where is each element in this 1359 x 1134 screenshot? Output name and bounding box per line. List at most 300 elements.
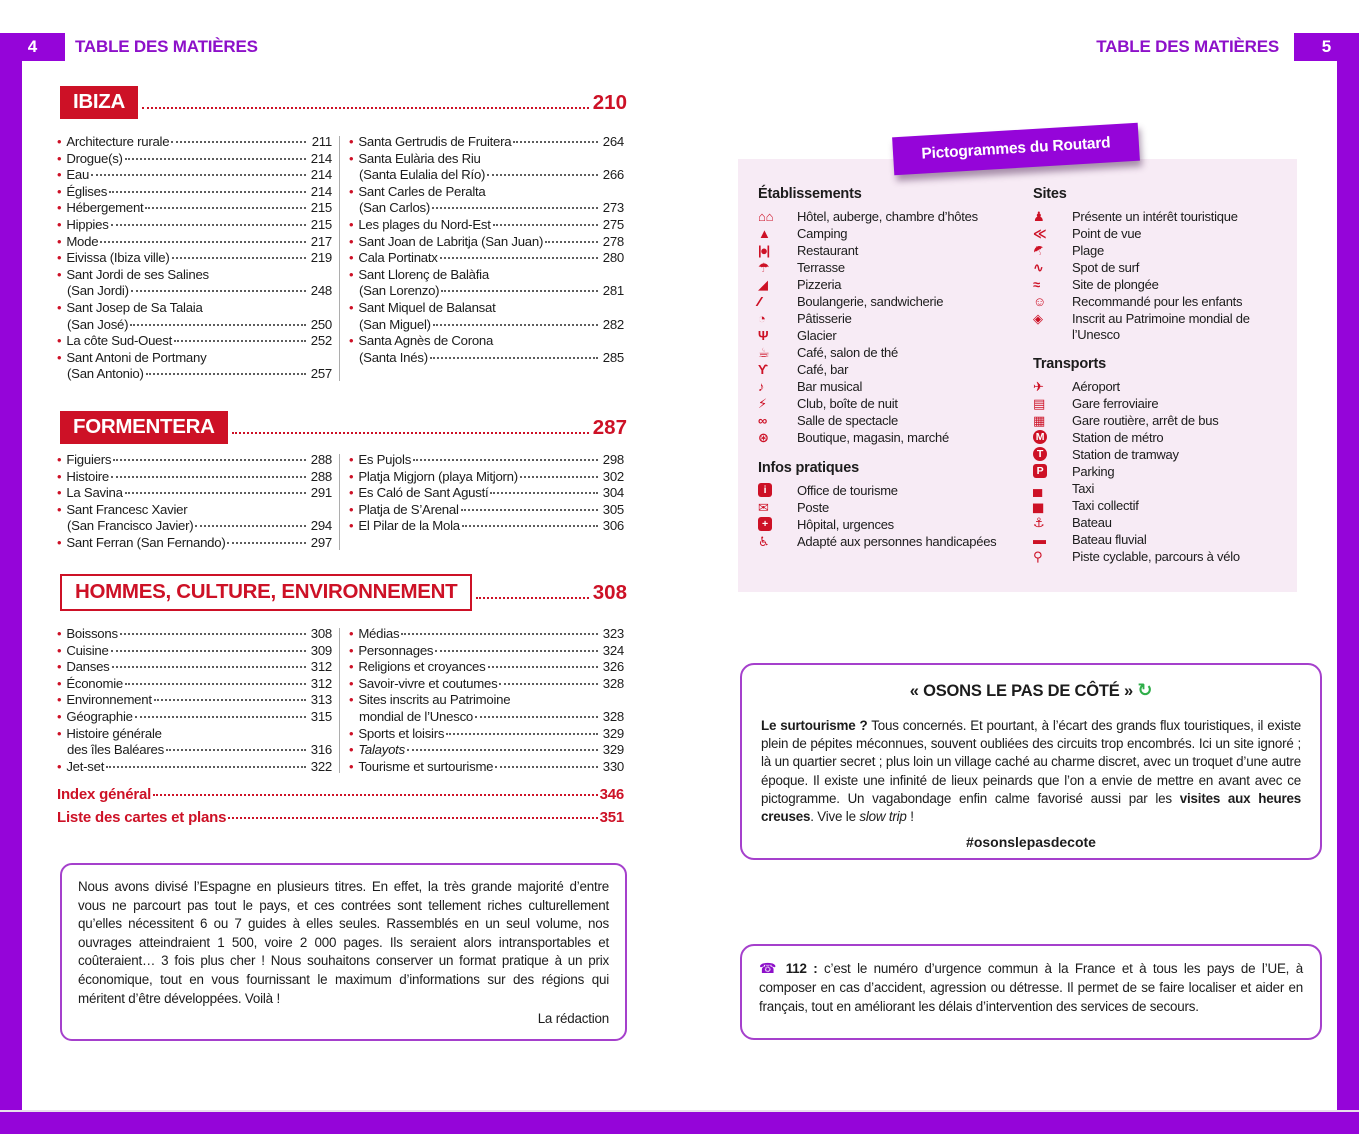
- picto-item: [1033, 532, 1279, 549]
- toc-entry-row: [57, 184, 332, 201]
- dotted-leader: [195, 525, 306, 527]
- toc-entry: [57, 759, 332, 776]
- toc-entry: [349, 267, 624, 300]
- toc-entry-page: 217: [310, 233, 332, 249]
- bullet-icon: •: [349, 485, 354, 501]
- ice-cream-icon: Ψ: [758, 328, 769, 343]
- picto-item-label: Café, bar: [797, 362, 849, 377]
- toc-entry-label: Talayots: [358, 742, 405, 758]
- text-segment: . Vive le: [810, 809, 860, 825]
- picto-item-label: Bar musical: [797, 379, 863, 394]
- phone-icon: ☎: [759, 960, 780, 976]
- section-heading-formentera: [60, 411, 627, 444]
- picto-icon-cell: [1033, 430, 1072, 444]
- restaurant-icon: |●|: [758, 243, 769, 258]
- toc-entry-label: Danses: [66, 659, 110, 675]
- toc-entry-label: Histoire: [66, 468, 110, 484]
- picto-item-label: Boutique, magasin, marché: [797, 430, 950, 445]
- toc-entry-label: Sant Llorenç de Balàfia: [358, 266, 489, 282]
- bakery-icon: ∕∕: [758, 294, 760, 309]
- dotted-leader: [145, 207, 306, 209]
- toc-entry-page: 323: [602, 626, 624, 641]
- bullet-icon: •: [57, 692, 62, 708]
- toc-entry-row: [349, 726, 624, 743]
- osons-body: [761, 717, 1301, 826]
- toc-entry-page: 282: [602, 316, 624, 332]
- picto-item-label: Glacier: [797, 328, 837, 343]
- bullet-icon: •: [57, 167, 62, 183]
- picto-group-title: Infos pratiques: [758, 460, 859, 476]
- toc-entry-row: [57, 333, 332, 350]
- toc-entry-label: (San Miguel): [359, 316, 431, 332]
- toc-entry-page: 214: [310, 183, 332, 199]
- toc-entry: [57, 151, 332, 168]
- toc-entry-row: [57, 676, 332, 693]
- toc-entry: [349, 659, 624, 676]
- section-page: 287: [592, 415, 627, 439]
- toc-entry-label: (San Antonio): [67, 366, 144, 382]
- bullet-icon: •: [349, 468, 354, 484]
- section-title: FORMENTERA: [60, 411, 228, 444]
- picto-icon-cell: [758, 226, 797, 241]
- dotted-leader: [435, 650, 598, 652]
- bullet-icon: •: [349, 675, 354, 691]
- toc-entry-row: [57, 267, 332, 284]
- dotted-leader: [125, 492, 306, 494]
- picto-item-label: Piste cyclable, parcours à vélo: [1072, 549, 1240, 565]
- toc-entry-row: [57, 452, 332, 469]
- bullet-icon: •: [57, 675, 62, 691]
- bullet-icon: •: [57, 501, 62, 517]
- toc-entry-page: 275: [602, 216, 624, 232]
- tourist-office-icon: i: [758, 483, 772, 497]
- picto-item-label: Gare routière, arrêt de bus: [1072, 413, 1219, 429]
- section-toc-formentera: [57, 452, 624, 552]
- bullet-icon: •: [349, 758, 354, 774]
- bullet-icon: •: [57, 183, 62, 199]
- picto-item: [758, 379, 1033, 396]
- toc-entry-row: [57, 151, 332, 168]
- picto-item: [758, 396, 1033, 413]
- toc-entry: [349, 692, 624, 725]
- toc-entry-page: 308: [310, 626, 332, 641]
- section-toc-ibiza: [57, 134, 624, 383]
- right-edge-bar: [1337, 33, 1359, 1110]
- toc-entry-row: [349, 692, 624, 709]
- toc-entry-page: 329: [602, 742, 624, 758]
- picto-item-label: Point de vue: [1072, 226, 1142, 241]
- camping-icon: ▲: [758, 226, 771, 241]
- bullet-icon: •: [57, 758, 62, 774]
- toc-entry-row: [349, 709, 624, 726]
- tourist-interest-icon: ♟: [1033, 209, 1045, 224]
- dotted-leader: [154, 699, 306, 701]
- toc-entry-label: (Santa Inés): [359, 349, 428, 365]
- bullet-icon: •: [57, 626, 62, 641]
- bullet-icon: •: [349, 692, 354, 708]
- toc-entry-row: [57, 759, 332, 776]
- toc-entry: [57, 659, 332, 676]
- toc-entry-label: Savoir-vivre et coutumes: [358, 675, 498, 691]
- toc-entry-label: Médias: [358, 626, 400, 641]
- text-segment: Tous concernés. Et pourtant, à l’écart des grands flux touristiques, il existe plein de pépites méconnues, souvent oubliées des circuits trop encombrés. Ici un site ignoré ; là un quartier secret ; plus loin un village caché au charme discret, avec un troquet d’une autre époque. Il existe une infinité de lieux peinards que l’on a envie de mettre en avant avec ce pictogramme. Un vagabondage enfin calme favorisé aussi par les: [761, 718, 1301, 806]
- dotted-leader: [407, 749, 598, 751]
- bullet-icon: •: [349, 134, 354, 149]
- kids-icon: ☺: [1033, 294, 1047, 309]
- toc-entry-row: [57, 283, 332, 300]
- dotted-leader: [487, 174, 598, 176]
- picto-icon-cell: [1033, 277, 1072, 292]
- toc-entry-label: Environnement: [66, 692, 152, 708]
- picto-item: [758, 413, 1033, 430]
- toc-entry-page: 214: [310, 150, 332, 166]
- section-toc-hommes: [57, 626, 624, 775]
- picto-item: [1033, 379, 1279, 396]
- toc-entry-row: [349, 469, 624, 486]
- beach-icon: ☂: [1030, 241, 1048, 260]
- toc-entry-label: La côte Sud-Ouest: [66, 333, 173, 349]
- editorial-note-signature: La rédaction: [537, 1011, 609, 1027]
- toc-entry: [349, 217, 624, 234]
- toc-entry: [57, 469, 332, 486]
- picto-icon-cell: [758, 517, 797, 531]
- dotted-leader: [111, 476, 306, 478]
- toc-entry: [349, 184, 624, 217]
- picto-icon-cell: [758, 534, 797, 549]
- dotted-leader: [440, 257, 598, 259]
- toc-entry-page: 329: [602, 725, 624, 741]
- dotted-leader: [488, 666, 599, 668]
- picto-item: [758, 260, 1033, 277]
- wheelchair-icon: ♿: [758, 534, 770, 549]
- picto-icon-cell: [1033, 311, 1072, 326]
- hospital-icon: +: [758, 517, 772, 531]
- picto-icon-cell: [1033, 396, 1072, 411]
- bullet-icon: •: [57, 485, 62, 501]
- pictograms-column-right: [1030, 186, 1279, 592]
- section-title: HOMMES, CULTURE, ENVIRONNEMENT: [60, 574, 472, 611]
- hotel-icon: ⌂⌂: [758, 209, 774, 224]
- dotted-leader: [499, 683, 598, 685]
- picto-item-label: Plage: [1072, 243, 1104, 258]
- picto-item-label: Taxi: [1072, 481, 1095, 497]
- picto-item: [758, 534, 1033, 551]
- toc-entry-row: [57, 726, 332, 743]
- dotted-leader: [430, 357, 598, 359]
- toc-entry-label: Histoire générale: [66, 725, 162, 741]
- toc-column: [349, 452, 624, 552]
- toc-entry-page: 288: [310, 468, 332, 484]
- toc-entry: [349, 333, 624, 366]
- column-divider: [339, 136, 340, 381]
- picto-item: [1033, 464, 1279, 481]
- toc-entry-label: des îles Baléares: [67, 742, 164, 758]
- picto-icon-cell: [1033, 209, 1072, 224]
- picto-item-label: Boulangerie, sandwicherie: [797, 294, 944, 309]
- picto-icon-cell: [1033, 413, 1072, 428]
- pizzeria-icon: ◢: [758, 277, 768, 292]
- toc-entry-label: Hippies: [66, 216, 109, 232]
- toc-column: [57, 452, 332, 552]
- toc-entry-page: 316: [310, 742, 332, 758]
- toc-entry-row: [57, 200, 332, 217]
- dotted-leader: [462, 525, 598, 527]
- dotted-leader: [100, 241, 306, 243]
- bullet-icon: •: [57, 659, 62, 675]
- bullet-icon: •: [349, 452, 354, 467]
- dotted-leader: [91, 174, 306, 176]
- toc-entry-label: Sites inscrits au Patrimoine: [358, 692, 511, 708]
- toc-entry-page: 328: [602, 675, 624, 691]
- toc-entry-row: [349, 502, 624, 519]
- toc-entry: [57, 234, 332, 251]
- toc-entry-row: [57, 626, 332, 643]
- airport-icon: ✈: [1033, 379, 1044, 395]
- toc-entry-page: 302: [602, 468, 624, 484]
- toc-entry: [57, 676, 332, 693]
- toc-entry-row: [349, 217, 624, 234]
- picto-icon-cell: [758, 311, 797, 326]
- dotted-leader: [232, 432, 589, 434]
- column-divider: [339, 628, 340, 773]
- bullet-icon: •: [57, 349, 62, 365]
- picto-item-label: Terrasse: [797, 260, 845, 275]
- toc-entry-row: [57, 234, 332, 251]
- toc-entry: [57, 502, 332, 535]
- picto-item: [1033, 447, 1279, 464]
- toc-entry-page: 215: [310, 200, 332, 216]
- toc-entry-row: [57, 167, 332, 184]
- dotted-leader: [513, 141, 598, 143]
- toc-entry-label: Jet-set: [66, 758, 105, 774]
- toc-entry-label: (San Carlos): [359, 200, 431, 216]
- picto-item-label: Pizzeria: [797, 277, 842, 292]
- picto-item-label: Adapté aux personnes handicapées: [797, 534, 997, 549]
- river-boat-icon: ▬: [1033, 532, 1046, 548]
- picto-item-label: Gare ferroviaire: [1072, 396, 1159, 412]
- toc-entry-label: Cala Portinatx: [358, 250, 438, 266]
- post-office-icon: ✉: [758, 500, 769, 515]
- picto-icon-cell: [758, 362, 797, 377]
- taxi-icon: ▄: [1033, 481, 1042, 497]
- toc-entry: [57, 267, 332, 300]
- bottom-edge-bar: [0, 1110, 1359, 1134]
- toc-entry-label: Personnages: [358, 642, 434, 658]
- toc-entry-row: [57, 659, 332, 676]
- dotted-leader: [441, 290, 598, 292]
- metro-icon: M: [1033, 430, 1047, 444]
- toc-entry-page: 328: [602, 708, 624, 724]
- text-segment: visites aux heures creuses: [761, 790, 1301, 825]
- toc-entry: [349, 250, 624, 267]
- toc-entry-row: [349, 250, 624, 267]
- toc-entry-row: [57, 709, 332, 726]
- bullet-icon: •: [57, 642, 62, 658]
- picto-icon-cell: [758, 294, 797, 309]
- toc-entry: [349, 676, 624, 693]
- picto-item: [758, 294, 1033, 311]
- toc-entry-row: [57, 217, 332, 234]
- picto-icon-cell: [1030, 241, 1072, 260]
- picto-item-label: Office de tourisme: [797, 483, 898, 498]
- toc-entry: [57, 184, 332, 201]
- shared-taxi-icon: ▅: [1033, 498, 1043, 514]
- picto-item: [1033, 515, 1279, 532]
- bike-path-icon: ⚲: [1033, 549, 1043, 565]
- toc-entry-row: [349, 234, 624, 251]
- toc-entry-row: [349, 317, 624, 334]
- toc-entry-page: 306: [602, 518, 624, 534]
- toc-entry-row: [349, 676, 624, 693]
- bullet-icon: •: [57, 333, 62, 349]
- dotted-leader: [545, 241, 598, 243]
- toc-entry-label: Sant Jordi de ses Salines: [66, 266, 209, 282]
- tea-room-icon: ☕: [758, 345, 770, 360]
- bullet-icon: •: [349, 659, 354, 675]
- toc-entry: [57, 626, 332, 643]
- osons-title: [761, 680, 1301, 701]
- dotted-leader: [432, 207, 598, 209]
- toc-entry-page: 324: [602, 642, 624, 658]
- dotted-leader: [228, 817, 597, 819]
- dotted-leader: [171, 141, 306, 143]
- toc-entry-page: 281: [602, 283, 624, 299]
- toc-entry-label: (Santa Eulalia del Río): [359, 167, 486, 183]
- toc-entry: [349, 469, 624, 486]
- picto-icon-cell: [758, 483, 797, 497]
- dotted-leader: [520, 476, 598, 478]
- toc-entry-label: Géographie: [66, 708, 133, 724]
- toc-entry-label: Santa Agnès de Corona: [358, 333, 494, 349]
- section-page: 308: [592, 580, 627, 604]
- bus-station-icon: ▦: [1033, 413, 1046, 429]
- toc-entry-row: [349, 283, 624, 300]
- toc-entry: [57, 200, 332, 217]
- toc-entry: [349, 726, 624, 743]
- picto-icon-cell: [758, 277, 797, 292]
- index-lines: [57, 786, 624, 832]
- picto-item-label: Inscrit au Patrimoine mondial de l’Unesco: [1072, 311, 1250, 343]
- toc-entry-label: Cuisine: [66, 642, 109, 658]
- toc-entry-row: [57, 350, 332, 367]
- toc-entry-page: 294: [310, 518, 332, 534]
- toc-entry-page: 312: [310, 675, 332, 691]
- dotted-leader: [227, 542, 306, 544]
- bullet-icon: •: [349, 266, 354, 282]
- picto-item-label: Hôpital, urgences: [797, 517, 894, 532]
- toc-entry: [349, 626, 624, 643]
- toc-entry-page: 304: [602, 485, 624, 501]
- dotted-leader: [125, 683, 306, 685]
- toc-entry: [57, 709, 332, 726]
- picto-item: [758, 500, 1033, 517]
- toc-entry: [349, 151, 624, 184]
- picto-item-label: Pâtisserie: [797, 311, 852, 326]
- toc-entry-label: Boissons: [66, 626, 118, 641]
- picto-item: [1030, 241, 1279, 260]
- text-segment: !: [906, 809, 914, 825]
- toc-entry-row: [57, 535, 332, 552]
- pictograms-panel: [738, 159, 1297, 592]
- section-page: 210: [592, 90, 627, 114]
- toc-entry-page: 278: [602, 233, 624, 249]
- viewpoint-icon: ≪: [1033, 226, 1047, 241]
- toc-entry-row: [349, 742, 624, 759]
- dotted-leader: [153, 794, 597, 796]
- toc-entry-row: [57, 300, 332, 317]
- toc-entry-row: [57, 692, 332, 709]
- bullet-icon: •: [57, 134, 62, 149]
- toc-entry: [349, 485, 624, 502]
- toc-entry-page: 252: [310, 333, 332, 349]
- dotted-leader: [490, 492, 598, 494]
- cafe-bar-icon: ϒ: [758, 362, 768, 377]
- music-bar-icon: ♪: [758, 379, 765, 394]
- dotted-leader: [106, 766, 306, 768]
- emergency-112-box: [740, 944, 1322, 1040]
- toc-entry-label: Hébergement: [66, 200, 144, 216]
- dotted-leader: [475, 716, 598, 718]
- dotted-leader: [120, 633, 306, 635]
- toc-entry-row: [57, 469, 332, 486]
- dotted-leader: [135, 716, 306, 718]
- section-heading-ibiza: [60, 86, 627, 119]
- toc-entry: [57, 726, 332, 759]
- column-divider: [339, 454, 340, 550]
- dotted-leader: [111, 224, 306, 226]
- picto-item: [1033, 277, 1279, 294]
- eco-arrow-icon: ↻: [1137, 680, 1153, 700]
- index-label: Liste des cartes et plans: [57, 809, 227, 826]
- toc-entry-page: 219: [310, 250, 332, 266]
- picto-group-title: Sites: [1033, 186, 1067, 202]
- toc-entry-row: [57, 643, 332, 660]
- toc-entry: [349, 234, 624, 251]
- toc-entry-page: 298: [602, 452, 624, 467]
- osons-hashtag: #osonslepasdecote: [966, 834, 1096, 851]
- picto-icon-cell: [758, 328, 797, 343]
- toc-entry-page: 211: [311, 134, 332, 149]
- bullet-icon: •: [57, 150, 62, 166]
- picto-icon-cell: [1033, 532, 1072, 547]
- running-title-left: TABLE DES MATIÈRES: [75, 37, 258, 56]
- picto-icon-cell: [1033, 260, 1072, 275]
- picto-item-label: Station de métro: [1072, 430, 1164, 446]
- picto-item: [1033, 498, 1279, 515]
- toc-entry: [349, 759, 624, 776]
- toc-entry: [349, 518, 624, 535]
- toc-entry-page: 326: [602, 659, 624, 675]
- toc-entry-label: Santa Gertrudis de Fruitera: [358, 134, 512, 149]
- picto-item-label: Site de plongée: [1072, 277, 1159, 292]
- picto-icon-cell: [758, 209, 797, 224]
- picto-icon-cell: [1033, 294, 1072, 309]
- toc-entry: [57, 167, 332, 184]
- picto-item-label: Hôtel, auberge, chambre d’hôtes: [797, 209, 978, 224]
- bullet-icon: •: [57, 200, 62, 216]
- picto-item: [1033, 549, 1279, 566]
- toc-entry-page: 315: [310, 708, 332, 724]
- pictograms-banner: Pictogrammes du Routard: [892, 123, 1140, 176]
- toc-entry-row: [57, 317, 332, 334]
- toc-entry-label: mondial de l’Unesco: [359, 708, 474, 724]
- bullet-icon: •: [57, 468, 62, 484]
- toc-entry-label: La Savina: [66, 485, 123, 501]
- picto-item-label: Club, boîte de nuit: [797, 396, 898, 411]
- toc-entry: [349, 300, 624, 333]
- toc-entry-label: Platja Migjorn (playa Mitjorn): [358, 468, 518, 484]
- toc-entry-label: Santa Eulària des Riu: [358, 150, 481, 166]
